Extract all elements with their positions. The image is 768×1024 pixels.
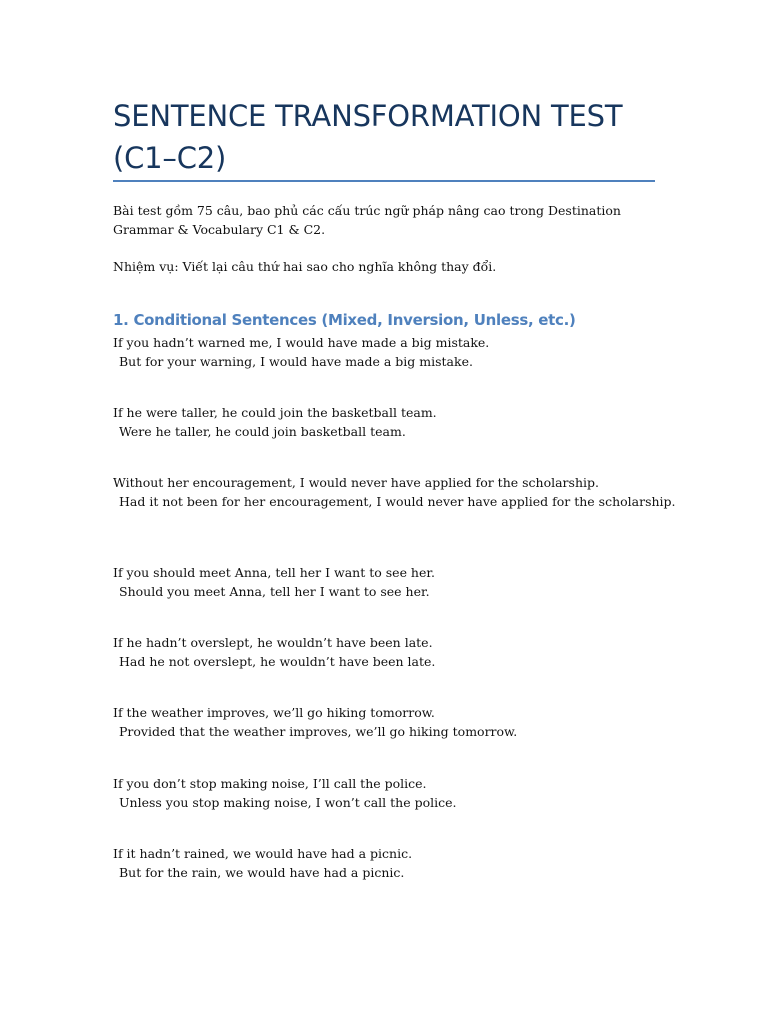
document-title — [113, 95, 673, 179]
original-sentence: If you hadn’t warned me, I would have made a big mistake. — [113, 335, 490, 350]
rewritten-sentence: Had he not overslept, he wouldn’t have been late. — [119, 654, 436, 669]
original-sentence: If he hadn’t overslept, he wouldn’t have been late. — [113, 635, 433, 650]
exercise-item-6 — [113, 703, 693, 741]
title-line-1: SENTENCE TRANSFORMATION TEST — [113, 99, 623, 133]
original-sentence: If you don’t stop making noise, I’ll call the police. — [113, 776, 427, 791]
exercise-item-1 — [113, 333, 693, 371]
rewritten-sentence: Were he taller, he could join basketball team. — [119, 424, 406, 439]
exercise-item-3 — [113, 473, 693, 511]
task-instruction: Nhiệm vụ: Viết lại câu thứ hai sao cho nghĩa không thay đổi. — [113, 259, 497, 274]
rewritten-sentence: Had it not been for her encouragement, I would never have applied for the scholarship. — [119, 494, 676, 509]
exercise-item-2 — [113, 403, 693, 441]
exercise-item-5 — [113, 633, 693, 671]
original-sentence: Without her encouragement, I would never have applied for the scholarship. — [113, 475, 599, 490]
title-underline — [113, 180, 655, 182]
exercise-item-7 — [113, 774, 693, 812]
section-heading-conditionals: 1. Conditional Sentences (Mixed, Inversion, Unless, etc.) — [113, 311, 576, 329]
title-line-2: (C1–C2) — [113, 141, 227, 175]
exercise-item-4 — [113, 563, 693, 601]
rewritten-sentence: But for your warning, I would have made a big mistake. — [119, 354, 473, 369]
rewritten-sentence: Provided that the weather improves, we’ll go hiking tomorrow. — [119, 724, 518, 739]
rewritten-sentence: Unless you stop making noise, I won’t call the police. — [119, 795, 457, 810]
intro-paragraph: Bài test gồm 75 câu, bao phủ các cấu trúc ngữ pháp nâng cao trong Destination Grammar & Vocabulary C1 & C2. — [113, 203, 621, 237]
original-sentence: If he were taller, he could join the basketball team. — [113, 405, 437, 420]
original-sentence: If you should meet Anna, tell her I want to see her. — [113, 565, 435, 580]
original-sentence: If it hadn’t rained, we would have had a picnic. — [113, 846, 413, 861]
original-sentence: If the weather improves, we’ll go hiking tomorrow. — [113, 705, 435, 720]
exercise-item-8 — [113, 844, 693, 882]
rewritten-sentence: But for the rain, we would have had a picnic. — [119, 865, 405, 880]
rewritten-sentence: Should you meet Anna, tell her I want to see her. — [119, 584, 430, 599]
